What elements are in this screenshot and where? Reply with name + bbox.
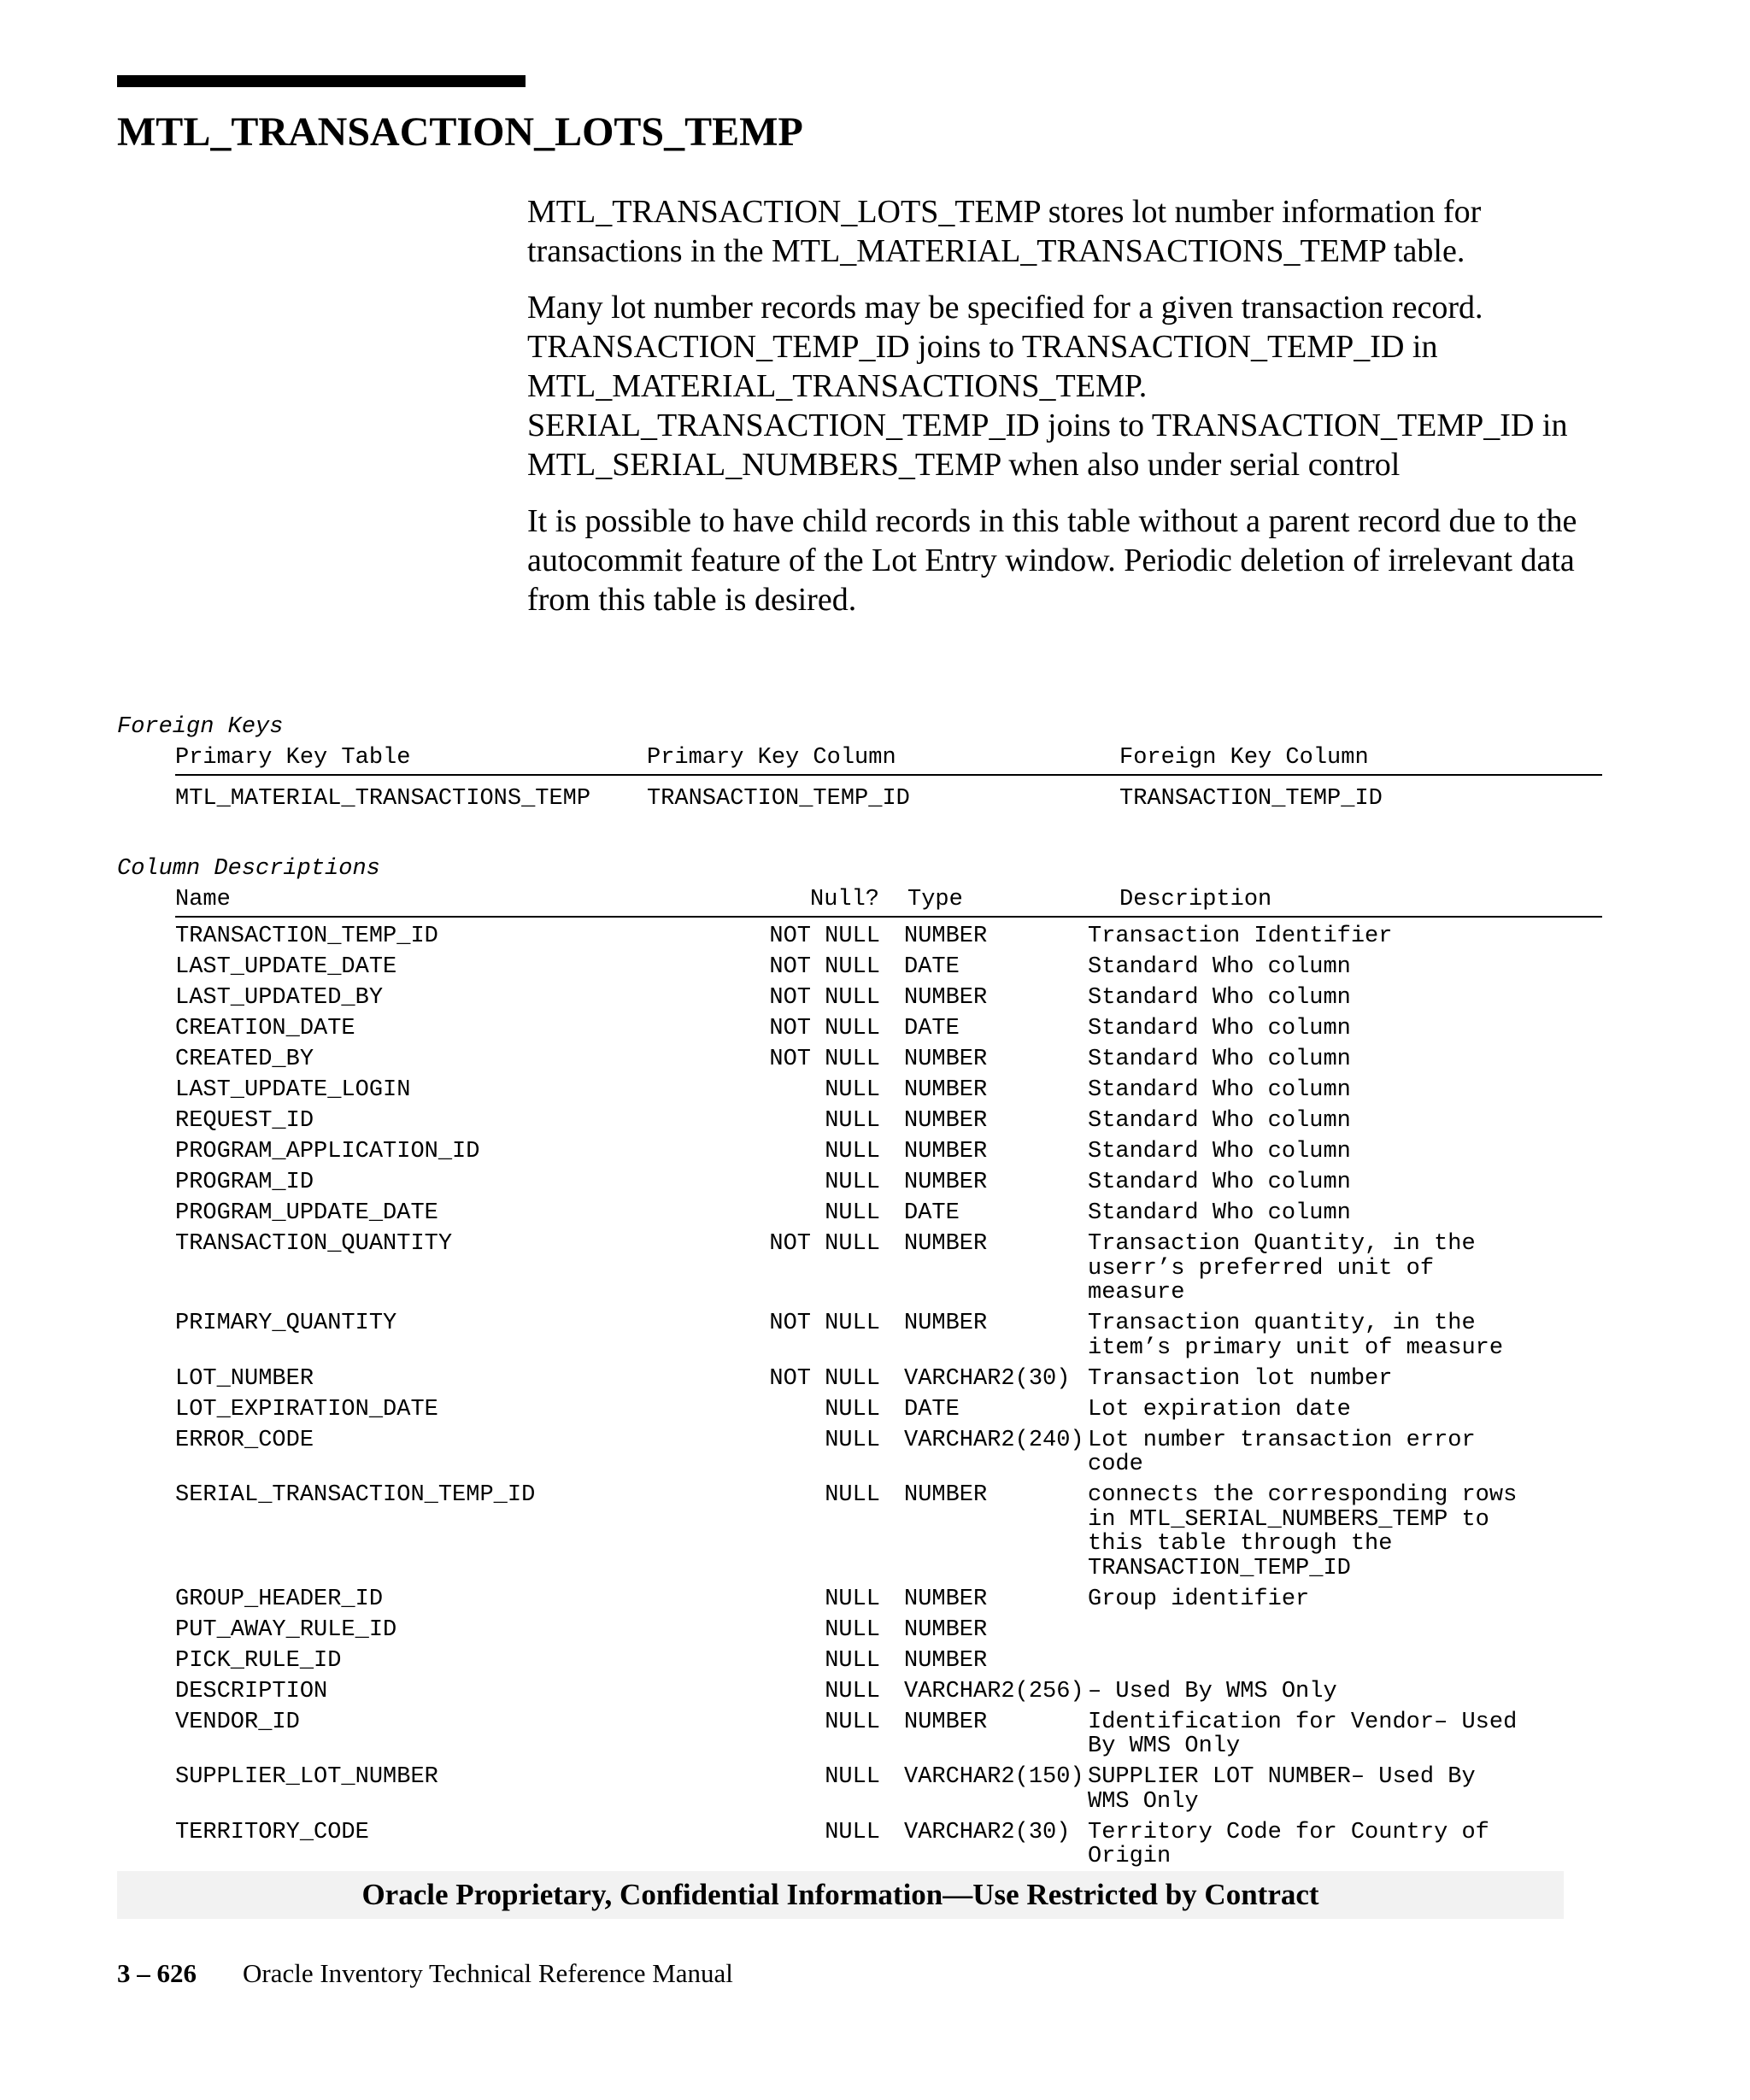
- column-null: NULL: [825, 1678, 880, 1704]
- manual-title: Oracle Inventory Technical Reference Manual: [243, 1958, 733, 1988]
- column-description: Standard Who column: [1088, 1108, 1351, 1134]
- table-row: [175, 1109, 1602, 1134]
- column-name: LAST_UPDATE_LOGIN: [175, 1077, 411, 1103]
- column-name: TRANSACTION_QUANTITY: [175, 1231, 453, 1257]
- intro-text: [527, 192, 1587, 636]
- table-row: [175, 986, 1602, 1011]
- column-type: NUMBER: [904, 1077, 988, 1103]
- column-null: NULL: [825, 1586, 880, 1612]
- column-null: NOT NULL: [769, 1231, 880, 1257]
- column-null: NOT NULL: [769, 1311, 880, 1336]
- column-description: Standard Who column: [1088, 985, 1351, 1011]
- col-header-name: Name: [175, 887, 231, 912]
- column-null: NULL: [825, 1077, 880, 1103]
- fk-pk-table: MTL_MATERIAL_TRANSACTIONS_TEMP: [175, 786, 591, 812]
- foreign-keys-label: Foreign Keys: [117, 714, 284, 740]
- column-type: DATE: [904, 954, 960, 980]
- table-row: [175, 1311, 1602, 1360]
- table-row: [175, 1047, 1602, 1072]
- column-name: VENDOR_ID: [175, 1709, 300, 1735]
- column-description: Standard Who column: [1088, 1077, 1351, 1103]
- table-row: [175, 1367, 1602, 1392]
- table-row: [175, 1821, 1602, 1869]
- column-name: TERRITORY_CODE: [175, 1819, 369, 1845]
- table-row: [175, 1587, 1602, 1612]
- table-row: [175, 1140, 1602, 1164]
- column-null: NULL: [825, 1108, 880, 1134]
- intro-paragraph-2: Many lot number records may be specified for a given transaction record. TRANSACTION_TEMP_ID joins to TRANSACTION_TEMP_ID in MTL_MATERIAL_TRANSACTIONS_TEMP. SERIAL_TRANSACTION_TEMP_ID joins to TRANSACTION_TEMP_ID in MTL_SERIAL_NUMBERS_TEMP when also under serial control: [527, 290, 1568, 483]
- table-row: [175, 1680, 1602, 1704]
- column-type: NUMBER: [904, 1047, 988, 1072]
- column-null: NOT NULL: [769, 985, 880, 1011]
- column-name: SERIAL_TRANSACTION_TEMP_ID: [175, 1482, 536, 1508]
- col-header-null: Null?: [810, 887, 880, 912]
- column-null: NULL: [825, 1616, 880, 1643]
- column-type: VARCHAR2(30): [904, 1819, 1071, 1845]
- intro-paragraph-1: MTL_TRANSACTION_LOTS_TEMP stores lot number information for transactions in the MTL_MATERIAL_TRANSACTIONS_TEMP table.: [527, 194, 1482, 269]
- fk-pk-column: TRANSACTION_TEMP_ID: [647, 786, 910, 812]
- column-description: Lot number transaction error code: [1088, 1427, 1476, 1477]
- column-null: NULL: [825, 1764, 880, 1790]
- fk-header-fk-column: Foreign Key Column: [1119, 745, 1369, 771]
- table-row: [175, 924, 1602, 949]
- column-name: GROUP_HEADER_ID: [175, 1586, 384, 1612]
- column-description: Standard Who column: [1088, 1139, 1351, 1164]
- column-type: DATE: [904, 1016, 960, 1041]
- column-null: NULL: [825, 1427, 880, 1453]
- table-row: [175, 1232, 1602, 1305]
- table-row: [175, 1078, 1602, 1103]
- table-row: [175, 1201, 1602, 1226]
- column-type: NUMBER: [904, 1709, 988, 1735]
- column-name: REQUEST_ID: [175, 1108, 314, 1134]
- column-type: VARCHAR2(150): [904, 1764, 1084, 1790]
- column-description: Territory Code for Country of Origin: [1088, 1819, 1489, 1869]
- column-type: DATE: [904, 1396, 960, 1422]
- column-type: NUMBER: [904, 1647, 988, 1674]
- column-description: connects the corresponding rows in MTL_SERIAL_NUMBERS_TEMP to this table through the TRANSACTION_TEMP_ID: [1088, 1482, 1518, 1581]
- table-row: [175, 1428, 1602, 1477]
- intro-paragraph-3: It is possible to have child records in this table without a parent record due to the autocommit feature of the Lot Entry window. Periodic deletion of irrelevant data from this table is desired.: [527, 503, 1577, 618]
- column-name: DESCRIPTION: [175, 1678, 328, 1704]
- column-type: NUMBER: [904, 1586, 988, 1612]
- fk-header-pk-column: Primary Key Column: [647, 745, 896, 771]
- column-null: NULL: [825, 1200, 880, 1226]
- table-row: [175, 1017, 1602, 1041]
- column-name: LAST_UPDATE_DATE: [175, 954, 397, 980]
- column-null: NULL: [825, 1139, 880, 1164]
- column-name: LOT_EXPIRATION_DATE: [175, 1396, 438, 1422]
- column-type: NUMBER: [904, 1139, 988, 1164]
- column-type: VARCHAR2(256): [904, 1678, 1084, 1704]
- column-null: NOT NULL: [769, 1365, 880, 1392]
- column-description: Standard Who column: [1088, 1016, 1351, 1041]
- fk-fk-column: TRANSACTION_TEMP_ID: [1119, 786, 1383, 812]
- column-description: Lot expiration date: [1088, 1396, 1351, 1422]
- column-name: CREATED_BY: [175, 1047, 314, 1072]
- column-type: NUMBER: [904, 1482, 988, 1508]
- column-description: Transaction lot number: [1088, 1365, 1393, 1392]
- column-type: VARCHAR2(240): [904, 1427, 1084, 1453]
- column-description: Standard Who column: [1088, 1047, 1351, 1072]
- column-type: NUMBER: [904, 1108, 988, 1134]
- column-type: NUMBER: [904, 924, 988, 949]
- column-description: Transaction Identifier: [1088, 924, 1393, 949]
- table-row: [175, 1398, 1602, 1422]
- column-type: NUMBER: [904, 1311, 988, 1336]
- column-type: NUMBER: [904, 1616, 988, 1643]
- column-description: Identification for Vendor– Used By WMS Only: [1088, 1709, 1518, 1759]
- column-null: NULL: [825, 1819, 880, 1845]
- column-null: NULL: [825, 1482, 880, 1508]
- column-name: CREATION_DATE: [175, 1016, 355, 1041]
- column-name: TRANSACTION_TEMP_ID: [175, 924, 438, 949]
- column-type: NUMBER: [904, 985, 988, 1011]
- confidential-notice: Oracle Proprietary, Confidential Information––Use Restricted by Contract: [117, 1871, 1564, 1919]
- column-description: Transaction Quantity, in the userr’s preferred unit of measure: [1088, 1231, 1476, 1305]
- column-type: NUMBER: [904, 1170, 988, 1195]
- column-name: LOT_NUMBER: [175, 1365, 314, 1392]
- column-name: SUPPLIER_LOT_NUMBER: [175, 1764, 438, 1790]
- column-name: LAST_UPDATED_BY: [175, 985, 384, 1011]
- column-type: DATE: [904, 1200, 960, 1226]
- column-description: – Used By WMS Only: [1088, 1678, 1337, 1704]
- column-descriptions-table: [175, 924, 1602, 1875]
- fk-header-pk-table: Primary Key Table: [175, 745, 411, 771]
- table-row: [175, 1765, 1602, 1814]
- column-name: PROGRAM_APPLICATION_ID: [175, 1139, 480, 1164]
- table-row: [175, 1710, 1602, 1759]
- column-null: NULL: [825, 1709, 880, 1735]
- table-row: [175, 1483, 1602, 1581]
- column-name: ERROR_CODE: [175, 1427, 314, 1453]
- column-description: Transaction quantity, in the item’s primary unit of measure: [1088, 1311, 1504, 1361]
- column-null: NOT NULL: [769, 954, 880, 980]
- page-number: 3 – 626: [117, 1958, 197, 1988]
- column-name: PROGRAM_UPDATE_DATE: [175, 1200, 438, 1226]
- column-name: PRIMARY_QUANTITY: [175, 1311, 397, 1336]
- table-row: [175, 1649, 1602, 1674]
- column-name: PICK_RULE_ID: [175, 1647, 342, 1674]
- page-title: MTL_TRANSACTION_LOTS_TEMP: [117, 109, 803, 155]
- column-type: NUMBER: [904, 1231, 988, 1257]
- column-descriptions-label: Column Descriptions: [117, 856, 380, 882]
- column-description: SUPPLIER LOT NUMBER– Used By WMS Only: [1088, 1764, 1476, 1815]
- column-null: NULL: [825, 1647, 880, 1674]
- column-null: NOT NULL: [769, 924, 880, 949]
- column-name: PUT_AWAY_RULE_ID: [175, 1616, 397, 1643]
- col-header-type: Type: [907, 887, 963, 912]
- column-null: NOT NULL: [769, 1016, 880, 1041]
- column-null: NOT NULL: [769, 1047, 880, 1072]
- column-null: NULL: [825, 1170, 880, 1195]
- foreign-key-row: [175, 784, 1602, 813]
- column-description: Standard Who column: [1088, 1200, 1351, 1226]
- col-header-description: Description: [1119, 887, 1272, 912]
- column-description: Standard Who column: [1088, 1170, 1351, 1195]
- column-descriptions-header: [175, 885, 1602, 918]
- column-description: Standard Who column: [1088, 954, 1351, 980]
- column-null: NULL: [825, 1396, 880, 1422]
- column-type: VARCHAR2(30): [904, 1365, 1071, 1392]
- page-footer: [117, 1956, 733, 1991]
- foreign-keys-header: [175, 743, 1602, 776]
- table-row: [175, 1170, 1602, 1195]
- table-row: [175, 955, 1602, 980]
- top-rule: [117, 75, 526, 87]
- table-row: [175, 1618, 1602, 1643]
- column-name: PROGRAM_ID: [175, 1170, 314, 1195]
- column-description: Group identifier: [1088, 1586, 1310, 1612]
